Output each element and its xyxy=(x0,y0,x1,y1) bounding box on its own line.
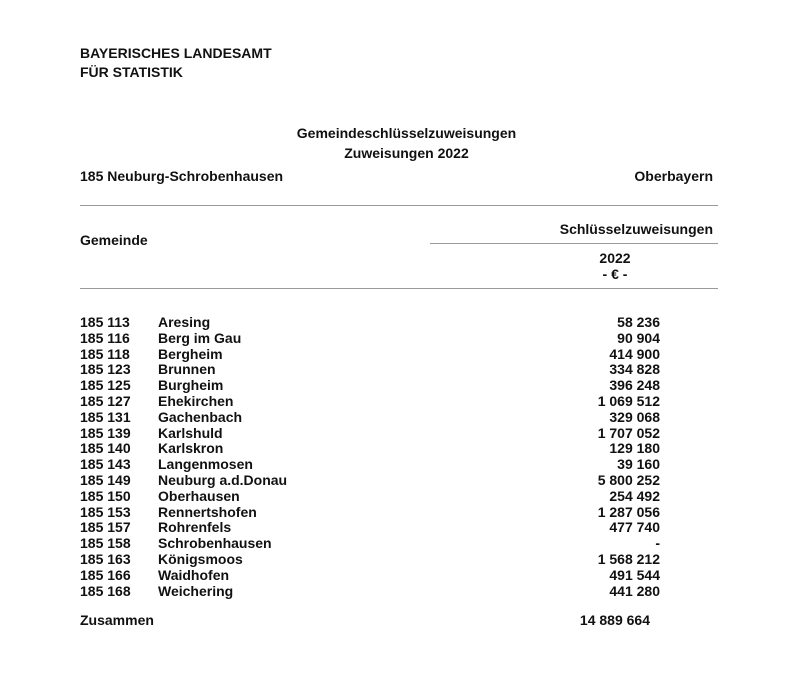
allocation-value: 39 160 xyxy=(617,456,660,473)
municipality-name: Gachenbach xyxy=(158,408,243,425)
municipality-code: 185 149 xyxy=(80,471,131,488)
municipality-name: Neuburg a.d.Donau xyxy=(158,471,288,488)
municipality-code: 185 113 xyxy=(80,314,130,330)
document-title: Gemeindeschlüsselzuweisungen xyxy=(296,125,517,141)
column-header-schluesselzuweisungen: Schlüsselzuweisungen xyxy=(559,221,713,237)
allocation-value: 254 492 xyxy=(609,487,660,504)
table-row xyxy=(80,361,660,377)
allocation-value: 1 568 212 xyxy=(597,550,660,567)
table-row xyxy=(80,567,660,583)
allocation-value: 396 248 xyxy=(609,377,660,394)
municipality-code: 185 158 xyxy=(80,535,131,552)
allocation-value: 414 900 xyxy=(609,345,660,362)
allocation-value: 1 069 512 xyxy=(597,392,660,409)
allocation-value: 441 280 xyxy=(609,582,660,599)
municipality-name: Burgheim xyxy=(158,377,224,394)
table-row xyxy=(80,346,660,362)
municipality-name: Rennertshofen xyxy=(158,503,257,520)
allocation-value: 477 740 xyxy=(609,519,660,536)
unit-label: - € - xyxy=(602,266,628,282)
municipality-code: 185 153 xyxy=(80,503,131,520)
municipality-code: 185 118 xyxy=(80,345,130,362)
divider-top xyxy=(80,205,718,206)
table-row xyxy=(80,425,660,441)
municipality-code: 185 166 xyxy=(80,566,131,583)
organization-name-line2: FÜR STATISTIK xyxy=(80,64,183,80)
table-row xyxy=(80,377,660,393)
district-label: 185 Neuburg-Schrobenhausen xyxy=(80,168,284,184)
municipality-name: Waidhofen xyxy=(158,566,230,583)
column-header-gemeinde: Gemeinde xyxy=(80,232,148,248)
municipality-name: Brunnen xyxy=(158,361,216,378)
municipality-name: Langenmosen xyxy=(158,456,253,473)
municipality-code: 185 139 xyxy=(80,424,131,441)
municipality-code: 185 131 xyxy=(80,408,131,425)
allocation-value: 491 544 xyxy=(609,566,660,583)
municipality-name: Oberhausen xyxy=(158,487,240,504)
table-row xyxy=(80,314,660,330)
table-row xyxy=(80,551,660,567)
table-row xyxy=(80,519,660,535)
document-subtitle: Zuweisungen 2022 xyxy=(344,145,469,161)
year-label: 2022 xyxy=(599,250,631,266)
allocation-value: - xyxy=(655,535,660,552)
municipality-name: Karlskron xyxy=(158,440,224,457)
municipality-name: Berg im Gau xyxy=(158,329,242,346)
municipality-name: Schrobenhausen xyxy=(158,535,272,552)
table-row xyxy=(80,472,660,488)
allocation-value: 90 904 xyxy=(617,329,660,346)
municipality-name: Rohrenfels xyxy=(158,519,232,536)
municipality-name: Weichering xyxy=(158,582,234,599)
table-row xyxy=(80,456,660,472)
table-row xyxy=(80,535,660,551)
municipality-code: 185 140 xyxy=(80,440,131,457)
municipality-code: 185 168 xyxy=(80,582,131,599)
organization-name-line1: BAYERISCHES LANDESAMT xyxy=(80,45,272,61)
allocation-value: 5 800 252 xyxy=(597,471,660,488)
allocation-value: 58 236 xyxy=(617,314,660,330)
municipality-name: Königsmoos xyxy=(158,550,243,567)
table-row xyxy=(80,488,660,504)
municipality-code: 185 157 xyxy=(80,519,131,536)
allocation-value: 1 287 056 xyxy=(597,503,660,520)
allocation-value: 329 068 xyxy=(609,408,660,425)
municipality-name: Ehekirchen xyxy=(158,392,234,409)
allocation-value: 129 180 xyxy=(609,440,660,457)
total-value: 14 889 664 xyxy=(579,612,650,628)
allocation-value: 1 707 052 xyxy=(597,424,660,441)
municipality-code: 185 125 xyxy=(80,377,131,394)
allocation-value: 334 828 xyxy=(609,361,660,378)
table-row xyxy=(80,409,660,425)
municipality-code: 185 143 xyxy=(80,456,131,473)
table-row xyxy=(80,440,660,456)
table-body xyxy=(80,314,660,598)
total-label: Zusammen xyxy=(80,612,154,628)
municipality-name: Aresing xyxy=(158,314,211,330)
table-row xyxy=(80,330,660,346)
region-label: Oberbayern xyxy=(634,168,713,184)
municipality-code: 185 163 xyxy=(80,550,131,567)
table-row xyxy=(80,504,660,520)
municipality-name: Bergheim xyxy=(158,345,223,362)
table-row xyxy=(80,393,660,409)
table-row xyxy=(80,583,660,599)
divider-header-bottom xyxy=(80,288,718,289)
total-row xyxy=(80,612,650,628)
column-header-year xyxy=(580,250,650,282)
municipality-code: 185 123 xyxy=(80,361,131,378)
municipality-code: 185 116 xyxy=(80,329,130,346)
municipality-name: Karlshuld xyxy=(158,424,223,441)
municipality-code: 185 150 xyxy=(80,487,131,504)
divider-column-group xyxy=(430,243,718,244)
municipality-code: 185 127 xyxy=(80,392,131,409)
